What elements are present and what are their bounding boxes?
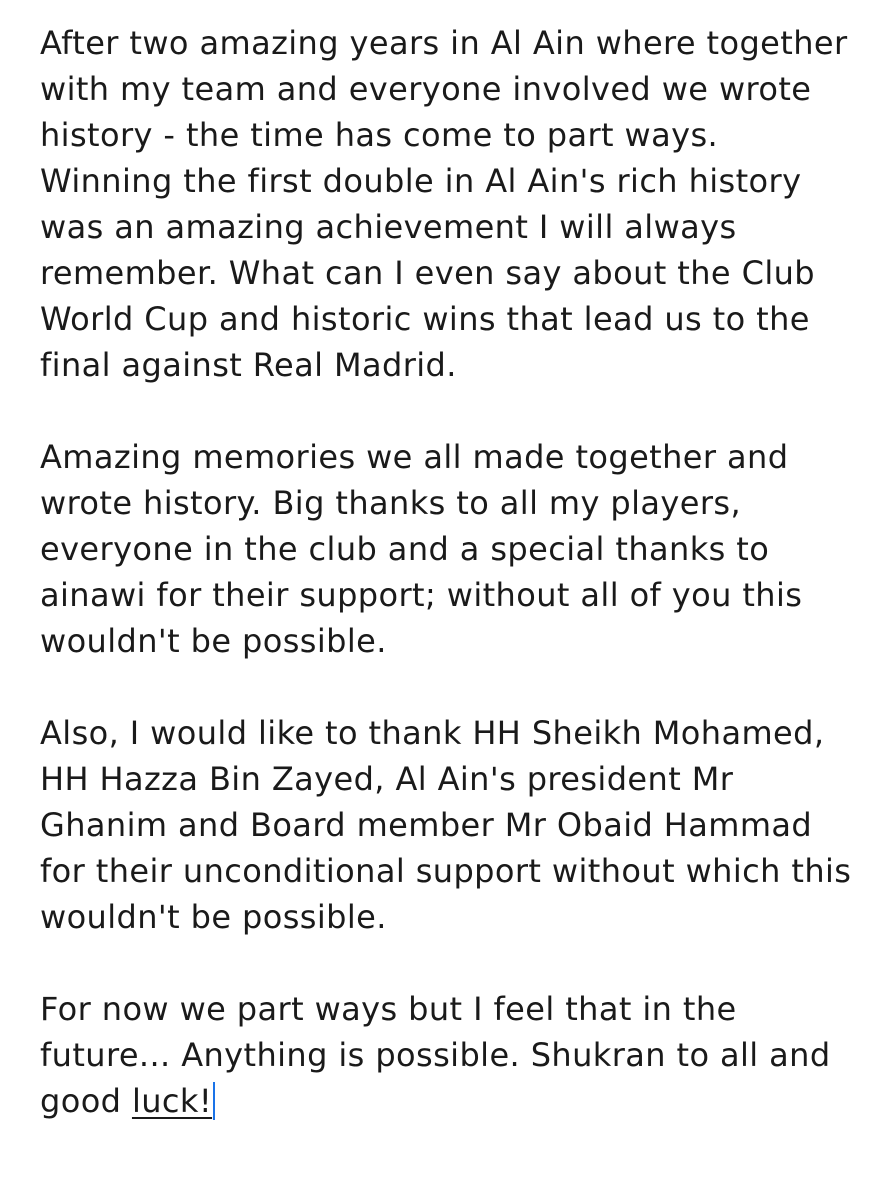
note-paragraph-4 [40, 986, 855, 1124]
spellcheck-underlined-word[interactable]: luck! [131, 1082, 213, 1120]
text-cursor [213, 1082, 215, 1120]
note-paragraph-4-text: For now we part ways but I feel that in the future... Anything is possible. Shukran to all and good [40, 990, 831, 1120]
note-paragraph-2: Amazing memories we all made together and wrote history. Big thanks to all my players, everyone in the club and a special thanks to ainawi for their support; without all of you this wouldn't be possible. [40, 438, 803, 660]
note-paragraph-3: Also, I would like to thank HH Sheikh Mohamed, HH Hazza Bin Zayed, Al Ain's president Mr Ghanim and Board member Mr Obaid Hammad for their unconditional support without which this wouldn't be possible. [40, 714, 852, 936]
note-paragraph-1: After two amazing years in Al Ain where together with my team and everyone involved we wrote history - the time has come to part ways. Winning the first double in Al Ain's rich history was an amazing achievement I will always remember. What can I even say about the Club World Cup and historic wins that lead us to the final against Real Madrid. [40, 24, 848, 384]
